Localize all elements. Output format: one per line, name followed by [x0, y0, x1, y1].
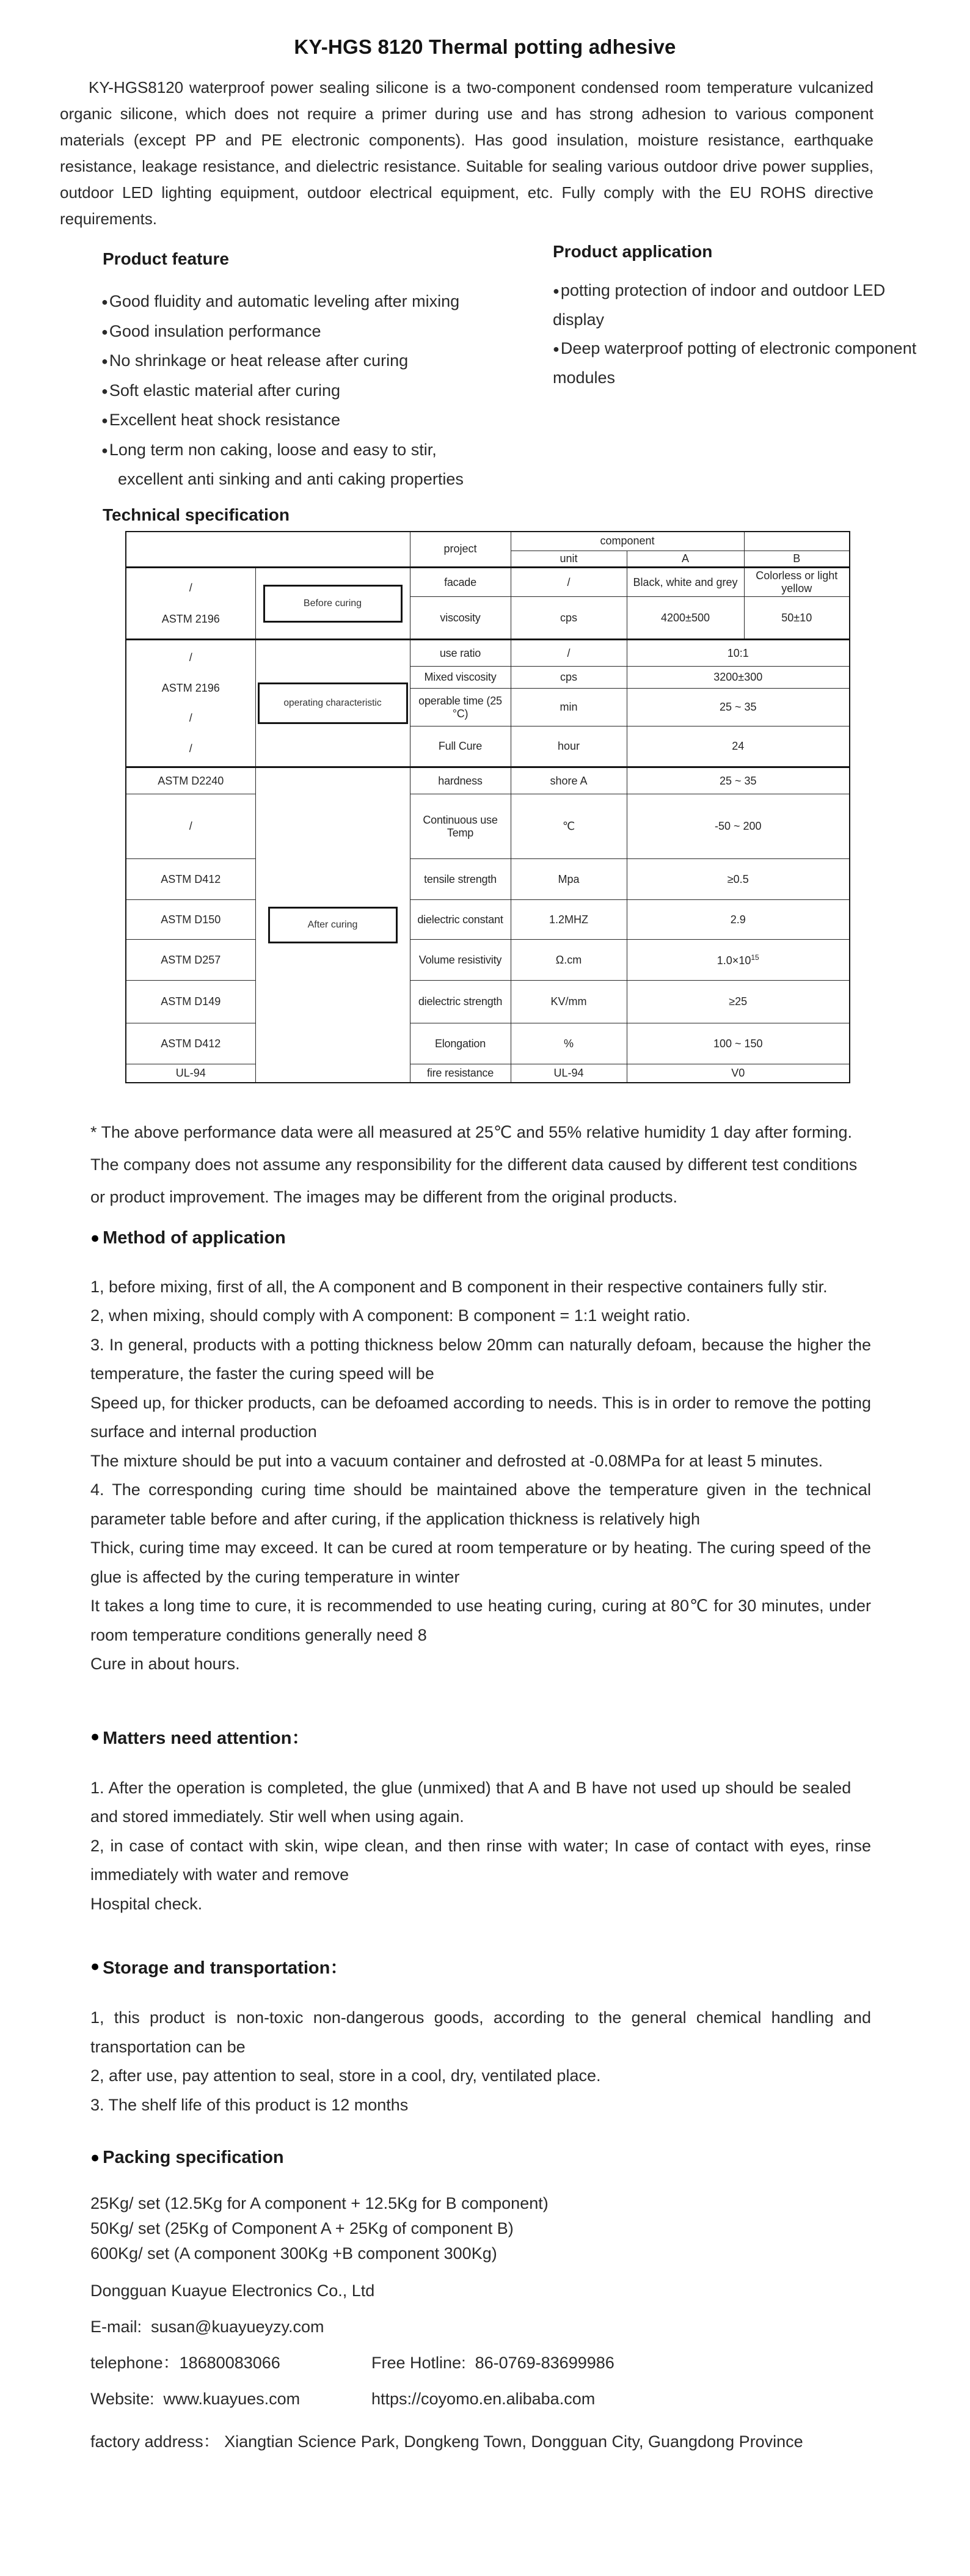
project-cell: dielectric constant [410, 900, 511, 940]
product-application-heading: Product application [553, 242, 713, 261]
paragraph: Speed up, for thicker products, can be defoamed according to needs. This is in order to remove the potting surface and internal production [90, 1393, 871, 1441]
unit-cell: 1.2MHZ [511, 900, 627, 940]
unit-cell: Mpa [511, 859, 627, 900]
unit-cell: / [511, 640, 627, 667]
list-item [553, 334, 956, 364]
product-feature-column [92, 242, 545, 494]
stage-group-cell [255, 767, 410, 1083]
unit-cell: cps [511, 597, 627, 640]
operating-characteristic-label: operating characteristic [258, 682, 408, 724]
value-cell: 25 ~ 35 [627, 689, 850, 726]
method-of-application-heading [90, 1228, 970, 1248]
standard-value: / [189, 742, 192, 755]
value-base: 1.0×10 [717, 954, 751, 967]
project-cell: hardness [410, 767, 511, 794]
bullet-icon: ● [101, 296, 108, 308]
packing-line: 50Kg/ set (25Kg of Component A + 25Kg of component B) [90, 2219, 514, 2238]
feature-text: Good fluidity and automatic leveling after mixing [109, 292, 460, 310]
hotline-text: Free Hotline: 86-0769-83699986 [371, 2354, 614, 2372]
feature-application-columns [92, 242, 970, 494]
list-item-continuation: excellent anti sinking and anti caking properties [118, 470, 464, 488]
project-cell: dielectric strength [410, 981, 511, 1023]
value-cell [627, 940, 850, 981]
product-application-column [553, 242, 956, 494]
value-cell: -50 ~ 200 [627, 794, 850, 859]
standard-cell: ASTM D2240 [126, 767, 255, 794]
project-cell: Full Cure [410, 726, 511, 767]
unit-cell: KV/mm [511, 981, 627, 1023]
email-text: E-mail: susan@kuayueyzy.com [90, 2318, 324, 2336]
product-feature-list [101, 287, 545, 494]
list-item [101, 376, 545, 406]
value-cell: 24 [627, 726, 850, 767]
unit-cell: UL-94 [511, 1064, 627, 1083]
matters-need-attention-paragraphs [90, 1774, 871, 1919]
technical-specification-heading: Technical specification [103, 505, 290, 524]
standard-value: / [189, 712, 192, 725]
after-curing-label: After curing [268, 907, 398, 943]
feature-text: Excellent heat shock resistance [109, 411, 341, 429]
section-heading-label: Matters need attention： [103, 1728, 310, 1748]
unit-cell: shore A [511, 767, 627, 794]
value-cell: 25 ~ 35 [627, 767, 850, 794]
value-cell: ≥0.5 [627, 859, 850, 900]
standard-group-cell [126, 640, 255, 767]
paragraph: Thick, curing time may exceed. It can be cured at room temperature or by heating. The curing speed of the glue is affected by the curing temperature in winter [90, 1539, 871, 1586]
matters-need-attention-heading [90, 1724, 970, 1749]
value-cell: 10:1 [627, 640, 850, 667]
contact-block [90, 2282, 871, 2457]
standard-value: / [189, 651, 192, 664]
component-a-cell: Black, white and grey [627, 568, 744, 597]
value-cell: 100 ~ 150 [627, 1023, 850, 1064]
unit-cell: ℃ [511, 794, 627, 859]
column-header-b-spacer [744, 532, 850, 551]
paragraph: 1, this product is non-toxic non-dangerous goods, according to the general chemical handling and transportation can be [90, 2008, 871, 2056]
project-cell: use ratio [410, 640, 511, 667]
stage-group-cell [255, 568, 410, 640]
project-cell: operable time (25 °C) [410, 689, 511, 726]
project-cell: viscosity [410, 597, 511, 640]
list-item-continuation: display [553, 310, 605, 329]
website-url-2: https://coyomo.en.alibaba.com [371, 2390, 596, 2408]
telephone-text: telephone：18680083066 [90, 2354, 280, 2372]
bullet-icon: ● [101, 355, 108, 367]
bullet-icon: ● [90, 1727, 100, 1745]
project-cell: Elongation [410, 1023, 511, 1064]
project-cell: tensile strength [410, 859, 511, 900]
list-item [101, 317, 545, 347]
bullet-icon: ● [101, 414, 108, 426]
project-cell: fire resistance [410, 1064, 511, 1083]
section-heading-label: Method of application [103, 1228, 286, 1248]
feature-text: Long term non caking, loose and easy to stir, [109, 440, 437, 459]
paragraph: It takes a long time to cure, it is recommended to use heating curing, curing at 80℃ for 30 minutes, under room temperature conditions generally need 8 [90, 1597, 871, 1644]
storage-and-transportation-paragraphs [90, 2003, 871, 2120]
column-header-project: project [410, 532, 511, 568]
product-application-list [553, 276, 956, 392]
unit-cell: hour [511, 726, 627, 767]
before-curing-label: Before curing [263, 585, 403, 623]
value-cell: V0 [627, 1064, 850, 1083]
company-name: Dongguan Kuayue Electronics Co., Ltd [90, 2281, 375, 2300]
unit-cell: / [511, 568, 627, 597]
standard-value: / [189, 581, 192, 594]
standard-cell: / [126, 794, 255, 859]
bullet-icon: ● [90, 2149, 100, 2166]
bullet-icon: ● [90, 1229, 100, 1246]
feature-text: Soft elastic material after curing [109, 381, 341, 400]
list-item-continuation: modules [553, 368, 616, 387]
packing-specification-lines [90, 2191, 871, 2266]
method-of-application-paragraphs [90, 1273, 871, 1679]
column-header-unit: unit [511, 551, 627, 568]
bullet-icon: ● [553, 343, 560, 355]
website-line [90, 2390, 871, 2408]
column-header-component: component [511, 532, 744, 551]
paragraph: 2, when mixing, should comply with A component: B component = 1:1 weight ratio. [90, 1306, 691, 1325]
bullet-icon: ● [553, 285, 560, 297]
packing-line: 600Kg/ set (A component 300Kg +B component 300Kg) [90, 2244, 497, 2263]
paragraph: 1, before mixing, first of all, the A component and B component in their respective containers fully stir. [90, 1277, 828, 1296]
technical-specification-table [125, 531, 850, 1083]
standard-cell: ASTM D149 [126, 981, 255, 1023]
column-header-b: B [744, 551, 850, 568]
standard-value: ASTM 2196 [161, 681, 220, 694]
stage-group-cell [255, 640, 410, 767]
page-title: KY-HGS 8120 Thermal potting adhesive [294, 35, 676, 58]
paragraph: Hospital check. [90, 1894, 203, 1913]
standard-value: ASTM 2196 [161, 612, 220, 625]
standard-cell: ASTM D412 [126, 859, 255, 900]
bullet-icon: ● [90, 1958, 100, 1975]
paragraph: 4. The corresponding curing time should be maintained above the temperature given in the technical parameter table before and after curing, if the application thickness is relatively high [90, 1480, 871, 1528]
list-item [101, 346, 545, 376]
section-heading-label: Packing specification [103, 2148, 284, 2167]
value-exponent: 15 [751, 953, 759, 962]
project-cell: Continuous use Temp [410, 794, 511, 859]
paragraph: 3. In general, products with a potting thickness below 20mm can naturally defoam, because the higher the temperature, the faster the curing speed will be [90, 1335, 871, 1383]
paragraph: Cure in about hours. [90, 1655, 240, 1673]
bullet-icon: ● [101, 444, 108, 456]
component-a-cell: 4200±500 [627, 597, 744, 640]
feature-text: Good insulation performance [109, 321, 321, 340]
paragraph: 3. The shelf life of this product is 12 months [90, 2095, 409, 2114]
paragraph: 1. After the operation is completed, the glue (unmixed) that A and B have not used up should be sealed and stored immediately. Stir well when using again. [90, 1778, 871, 1826]
bullet-icon: ● [101, 325, 108, 338]
paragraph: 2, in case of contact with skin, wipe clean, and then rinse with water; In case of contact with eyes, rinse immediately with water and remove [90, 1836, 871, 1884]
standard-cell: ASTM D257 [126, 940, 255, 981]
unit-cell: % [511, 1023, 627, 1064]
telephone-line [90, 2354, 871, 2372]
unit-cell: min [511, 689, 627, 726]
table-corner-spacer [126, 532, 410, 568]
application-text: potting protection of indoor and outdoor LED [560, 281, 886, 299]
project-cell: Volume resistivity [410, 940, 511, 981]
disclaimer-paragraph: * The above performance data were all measured at 25℃ and 55% relative humidity 1 day after forming. The company does not assume any responsibility for the different data caused by different test conditions or product improvement. The images may be different from the original products. [90, 1122, 858, 1206]
list-item [101, 406, 545, 436]
value-cell: 3200±300 [627, 667, 850, 689]
factory-address: factory address： Xiangtian Science Park, Dongkeng Town, Dongguan City, Guangdong Province [90, 2432, 803, 2451]
website-text: Website: www.kuayues.com [90, 2390, 301, 2408]
project-cell: Mixed viscosity [410, 667, 511, 689]
packing-specification-heading [90, 2148, 970, 2168]
standard-cell: ASTM D150 [126, 900, 255, 940]
storage-and-transportation-heading [90, 1954, 970, 1979]
value-cell: 2.9 [627, 900, 850, 940]
list-item [101, 287, 545, 317]
paragraph: 2, after use, pay attention to seal, store in a cool, dry, ventilated place. [90, 2066, 601, 2085]
component-b-cell: Colorless or light yellow [744, 568, 850, 597]
unit-cell: Ω.cm [511, 940, 627, 981]
value-cell: ≥25 [627, 981, 850, 1023]
email-line [90, 2318, 871, 2336]
column-header-a: A [627, 551, 744, 568]
standard-cell: ASTM D412 [126, 1023, 255, 1064]
product-feature-heading: Product feature [103, 249, 229, 268]
list-item [101, 436, 545, 466]
paragraph: The mixture should be put into a vacuum container and defrosted at -0.08MPa for at least 5 minutes. [90, 1451, 823, 1470]
standard-group-cell [126, 568, 255, 640]
project-cell: facade [410, 568, 511, 597]
feature-text: No shrinkage or heat release after curing [109, 351, 409, 370]
unit-cell: cps [511, 667, 627, 689]
bullet-icon: ● [101, 384, 108, 397]
standard-cell: UL-94 [126, 1064, 255, 1083]
intro-paragraph: KY-HGS8120 waterproof power sealing silicone is a two-component condensed room temperature vulcanized organic silicone, which does not require a primer during use and has strong adhesion to various component materials (except PP and PE electronic components). Has good insulation, moisture resistance, earthquake resistance, leakage resistance, and dielectric resistance. Suitable for sealing various outdoor drive power supplies, outdoor LED lighting equipment, outdoor electrical equipment, etc. Fully comply with the EU ROHS directive requirements. [60, 78, 873, 228]
component-b-cell: 50±10 [744, 597, 850, 640]
packing-line: 25Kg/ set (12.5Kg for A component + 12.5Kg for B component) [90, 2194, 549, 2212]
section-heading-label: Storage and transportation： [103, 1958, 348, 1978]
application-text: Deep waterproof potting of electronic component [560, 339, 917, 357]
list-item [553, 276, 956, 306]
